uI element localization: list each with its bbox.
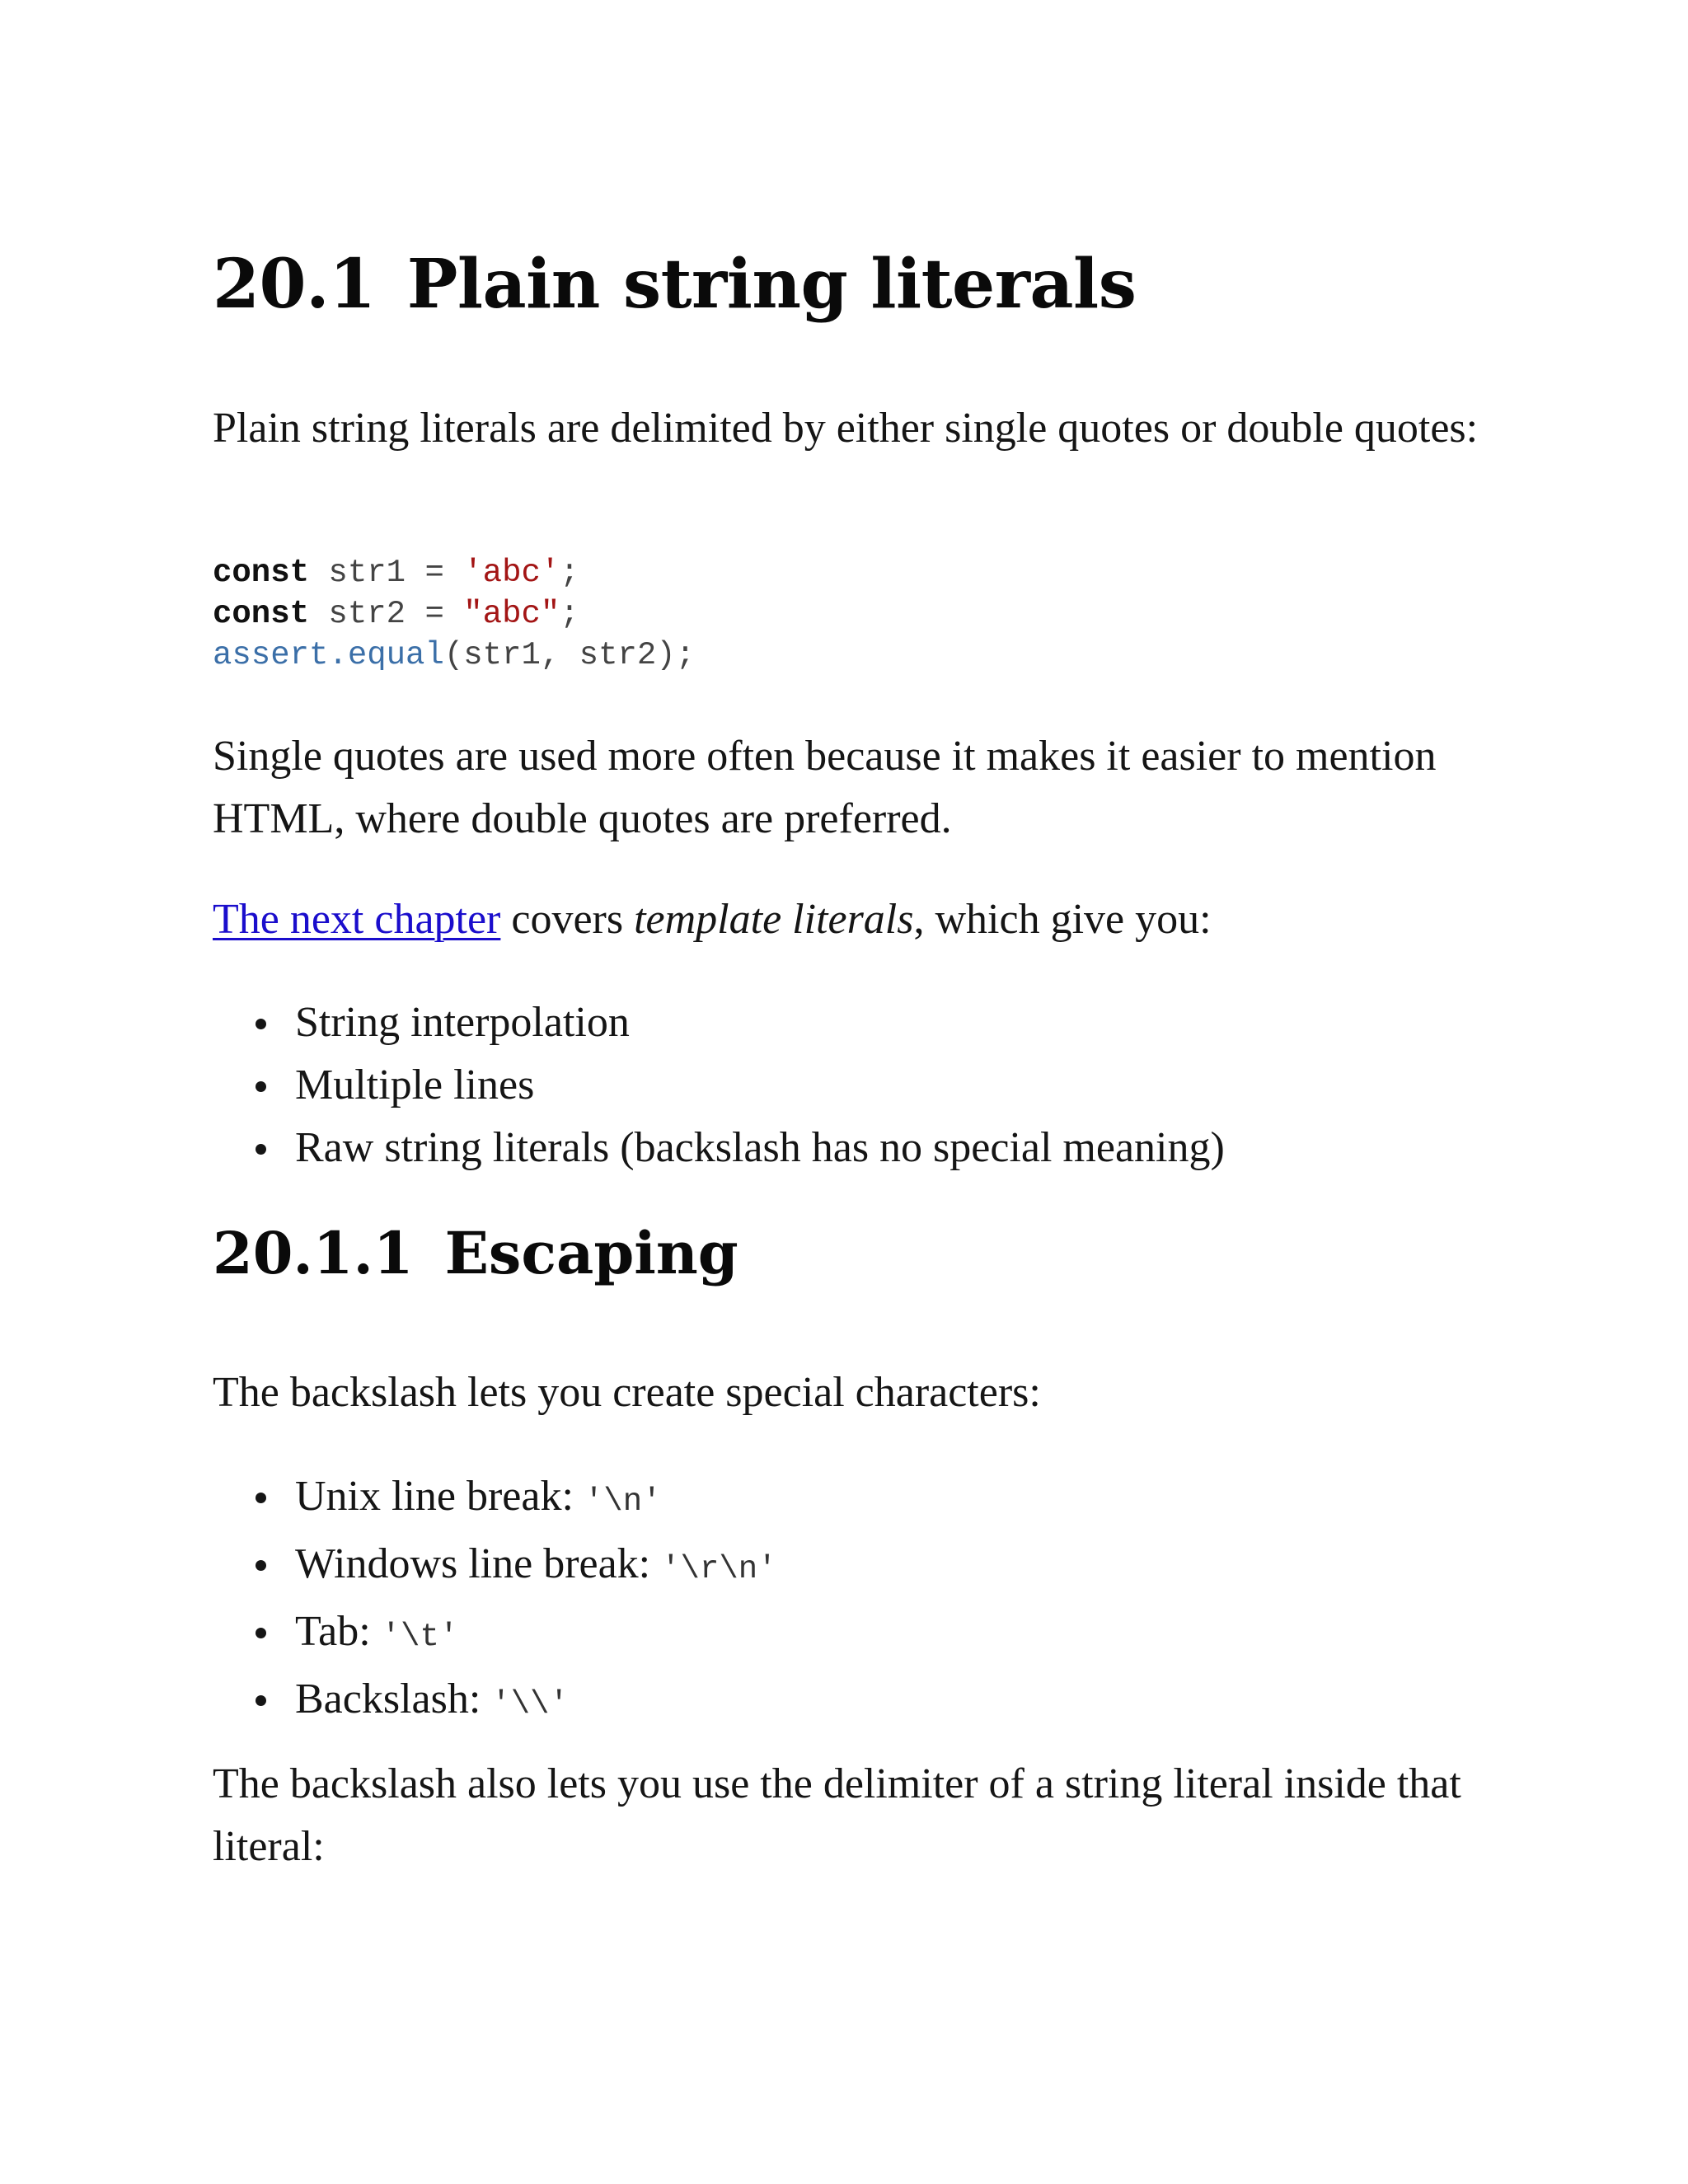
code-line-2 — [213, 593, 695, 635]
list-item — [213, 1465, 777, 1533]
section-title: Plain string literals — [406, 245, 1137, 324]
code-text: ; — [560, 555, 579, 591]
inline-code: '\r\n' — [661, 1551, 777, 1587]
paragraph-text: , which give you: — [913, 896, 1212, 943]
code-text: (str1, str2); — [443, 637, 696, 673]
subsection-number: 20.1.1 — [213, 1219, 414, 1287]
list-item: String interpolation — [213, 991, 1225, 1054]
list-item-label: Tab: — [295, 1608, 382, 1655]
code-text: ; — [560, 596, 579, 632]
list-item-label: Unix line break: — [295, 1473, 584, 1520]
code-text: str2 = — [309, 596, 464, 632]
subsection-heading — [213, 1221, 738, 1285]
list-item — [213, 1533, 777, 1601]
list-item-label: Backslash: — [295, 1675, 492, 1722]
code-string: 'abc' — [463, 555, 560, 591]
section-heading — [213, 245, 1137, 324]
inline-code: '\n' — [584, 1483, 662, 1520]
code-string: "abc" — [463, 596, 560, 632]
emphasis-text: template literals — [634, 896, 914, 943]
template-features-list — [213, 991, 1225, 1179]
list-item: Multiple lines — [213, 1054, 1225, 1117]
next-chapter-link[interactable]: The next chapter — [213, 896, 501, 943]
inline-code: '\\' — [491, 1686, 569, 1722]
code-line-3 — [213, 635, 695, 676]
escape-sequences-list — [213, 1465, 777, 1736]
subsection-title: Escaping — [444, 1219, 738, 1287]
delimiter-paragraph: The backslash also lets you use the delimiter of a string literal inside that literal: — [213, 1760, 1461, 1870]
code-keyword: const — [213, 596, 310, 632]
code-keyword: const — [213, 555, 310, 591]
code-block — [213, 552, 695, 676]
list-item — [213, 1601, 777, 1668]
code-text: str1 = — [309, 555, 464, 591]
section-number: 20.1 — [213, 245, 376, 324]
quotes-paragraph: Single quotes are used more often because it makes it easier to mention HTML, where double quotes are preferred. — [213, 733, 1437, 842]
list-item-label: Windows line break: — [295, 1540, 662, 1587]
list-item — [213, 1668, 777, 1736]
escaping-paragraph: The backslash lets you create special characters: — [213, 1369, 1041, 1416]
paragraph-text: covers — [500, 896, 635, 943]
next-chapter-paragraph — [213, 888, 1212, 951]
list-item: Raw string literals (backslash has no special meaning) — [213, 1117, 1225, 1179]
intro-paragraph: Plain string literals are delimited by either single quotes or double quotes: — [213, 405, 1479, 452]
code-line-1 — [213, 552, 695, 593]
inline-code: '\t' — [381, 1619, 459, 1655]
code-function: assert.equal — [213, 637, 444, 673]
